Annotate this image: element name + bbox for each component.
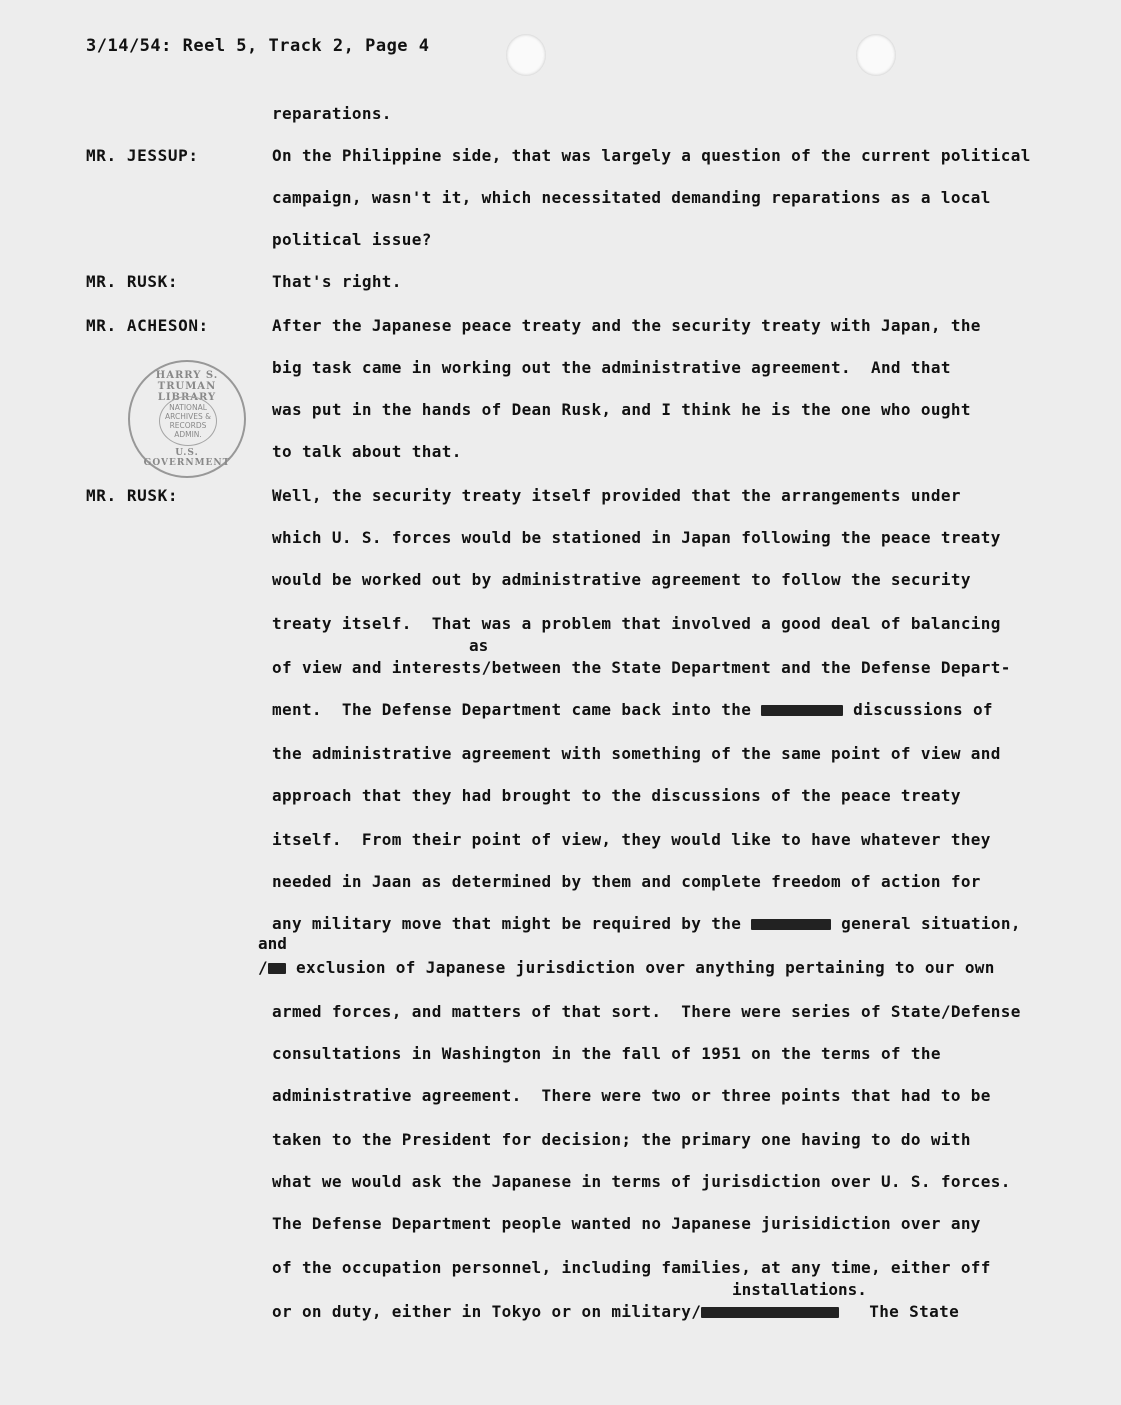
handwritten-insert: and: [258, 934, 287, 953]
transcript-line: the administrative agreement with something of the same point of view and: [272, 744, 1001, 763]
stamp-bottom-text: U.S. GOVERNMENT: [143, 448, 231, 468]
punch-hole: [856, 34, 896, 76]
transcript-line: administrative agreement. There were two or three points that had to be: [272, 1086, 991, 1105]
transcript-line: political issue?: [272, 230, 432, 249]
transcript-line: The Defense Department people wanted no Japanese jurisidiction over any: [272, 1214, 981, 1233]
transcript-line: ment. The Defense Department came back into the discussions of: [272, 700, 993, 719]
transcript-line: approach that they had brought to the discussions of the peace treaty: [272, 786, 961, 805]
stamp-top-text: HARRY S. TRUMAN LIBRARY: [155, 370, 219, 403]
transcript-line: Well, the security treaty itself provided that the arrangements under: [272, 486, 961, 505]
transcript-line: / exclusion of Japanese jurisdiction over anything pertaining to our own: [258, 958, 995, 977]
transcript-line: of view and interests/between the State Department and the Defense Depart-: [272, 658, 1011, 677]
transcript-line: armed forces, and matters of that sort. There were series of State/Defense: [272, 1002, 1021, 1021]
transcript-line: needed in Jaan as determined by them and complete freedom of action for: [272, 872, 981, 891]
transcript-line: That's right.: [272, 272, 402, 291]
transcript-line: to talk about that.: [272, 442, 462, 461]
transcript-line: big task came in working out the administrative agreement. And that: [272, 358, 951, 377]
page-header: 3/14/54: Reel 5, Track 2, Page 4: [86, 36, 430, 56]
struck-out-text: [751, 919, 831, 930]
transcript-line: treaty itself. That was a problem that involved a good deal of balancing: [272, 614, 1001, 633]
transcript-line: what we would ask the Japanese in terms of jurisdiction over U. S. forces.: [272, 1172, 1011, 1191]
transcript-line: of the occupation personnel, including families, at any time, either off: [272, 1258, 991, 1277]
transcript-line: After the Japanese peace treaty and the security treaty with Japan, the: [272, 316, 981, 335]
handwritten-insert: as: [469, 636, 489, 655]
speaker-label: MR. RUSK:: [86, 486, 179, 505]
speaker-label: MR. JESSUP:: [86, 146, 199, 165]
handwritten-insert: installations.: [732, 1280, 867, 1299]
transcript-line: On the Philippine side, that was largely a question of the current political: [272, 146, 1031, 165]
transcript-line: which U. S. forces would be stationed in Japan following the peace treaty: [272, 528, 1001, 547]
stamp-inner-text: NATIONAL ARCHIVES & RECORDS ADMIN.: [159, 396, 217, 446]
transcript-line: was put in the hands of Dean Rusk, and I think he is the one who ought: [272, 400, 971, 419]
transcript-line: would be worked out by administrative agreement to follow the security: [272, 570, 971, 589]
transcript-line: itself. From their point of view, they would like to have whatever they: [272, 830, 991, 849]
speaker-label: MR. ACHESON:: [86, 316, 209, 335]
struck-out-text: [761, 705, 843, 716]
transcript-line: reparations.: [272, 104, 392, 123]
struck-out-text: [268, 963, 286, 974]
transcript-line: consultations in Washington in the fall of 1951 on the terms of the: [272, 1044, 941, 1063]
transcript-line: campaign, wasn't it, which necessitated demanding reparations as a local: [272, 188, 991, 207]
speaker-label: MR. RUSK:: [86, 272, 179, 291]
transcript-line: any military move that might be required by the general situation,: [272, 914, 1021, 933]
struck-out-text: [701, 1307, 839, 1318]
transcript-line: or on duty, either in Tokyo or on military/ The State: [272, 1302, 960, 1321]
transcript-line: taken to the President for decision; the primary one having to do with: [272, 1130, 971, 1149]
archive-stamp: [128, 360, 246, 478]
punch-hole: [506, 34, 546, 76]
